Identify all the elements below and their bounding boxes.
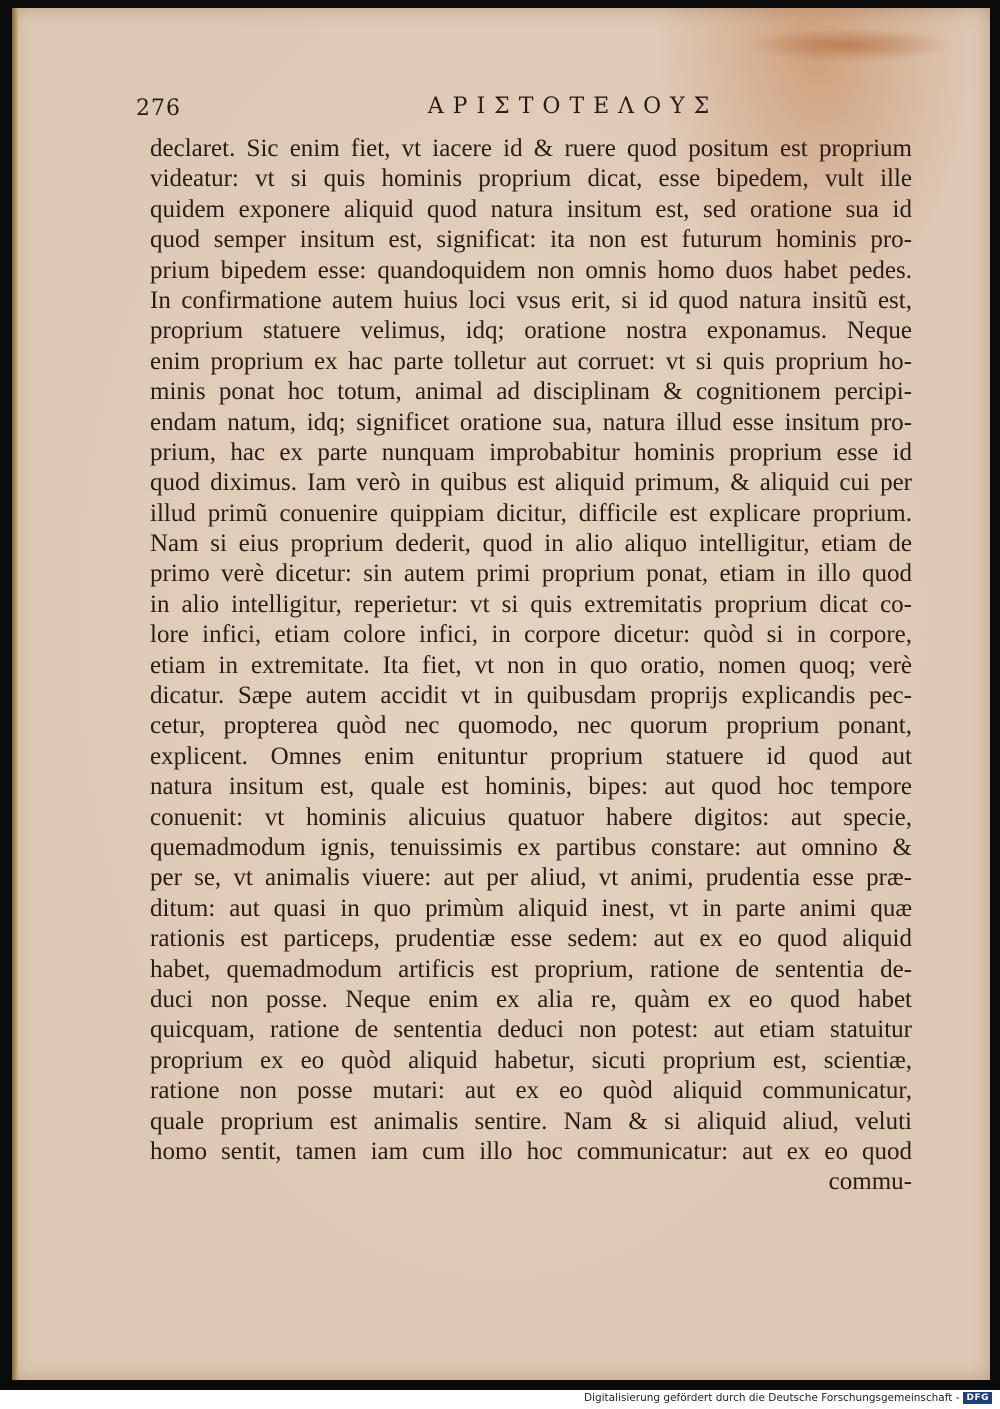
text-line: prium bipedem esse: quandoquidem non omnis homo duos habet pedes. bbox=[150, 256, 912, 284]
credit-text: Digitalisierung gefördert durch die Deutsche Forschungsgemeinschaft - bbox=[583, 1392, 960, 1404]
text-line: explicent. Omnes enim enituntur proprium statuere id quod aut bbox=[150, 742, 912, 770]
text-line: homo sentit, tamen iam cum illo hoc communicatur: aut ex eo quod bbox=[150, 1137, 912, 1165]
paper-stain bbox=[744, 28, 954, 62]
text-line: quicquam, ratione de sententia deduci non potest: aut etiam statuitur bbox=[150, 1016, 912, 1044]
dfg-logo: DFG bbox=[963, 1392, 992, 1404]
running-title: ΑΡΙΣΤΟΤΕΛΟΥΣ bbox=[427, 94, 719, 119]
body-text bbox=[150, 134, 912, 1198]
text-line: etiam in extremitate. Ita fiet, vt non in quo oratio, nomen quoq; verè bbox=[150, 651, 912, 679]
text-line: quemadmodum ignis, tenuissimis ex partibus constare: aut omnino & bbox=[150, 833, 912, 861]
text-line: habet, quemadmodum artificis est proprium, ratione de sententia de- bbox=[150, 955, 912, 983]
digitization-credit bbox=[584, 1392, 992, 1404]
text-line: quale proprium est animalis sentire. Nam & si aliquid aliud, veluti bbox=[150, 1107, 912, 1135]
text-line: quod diximus. Iam verò in quibus est aliquid primum, & aliquid cui per bbox=[150, 469, 912, 497]
text-line: conuenit: vt hominis alicuius quatuor habere digitos: aut specie, bbox=[150, 803, 912, 831]
text-line: minis ponat hoc totum, animal ad disciplinam & cognitionem percipi- bbox=[150, 378, 912, 406]
text-line: prium, hac ex parte nunquam improbabitur hominis proprium esse id bbox=[150, 438, 912, 466]
text-line: proprium ex eo quòd aliquid habetur, sicuti proprium est, scientiæ, bbox=[150, 1046, 912, 1074]
text-line: ratione non posse mutari: aut ex eo quòd aliquid communicatur, bbox=[150, 1077, 912, 1105]
text-line: cetur, propterea quòd nec quomodo, nec quorum proprium ponant, bbox=[150, 712, 912, 740]
text-line: in alio intelligitur, reperietur: vt si quis extremitatis proprium dicat co- bbox=[150, 590, 912, 618]
text-line: illud primũ conuenire quippiam dicitur, difficile est explicare proprium. bbox=[150, 499, 912, 527]
text-line: enim proprium ex hac parte tolletur aut corruet: vt si quis proprium ho- bbox=[150, 347, 912, 375]
page-number: 276 bbox=[136, 96, 181, 121]
text-line: ditum: aut quasi in quo primùm aliquid inest, vt in parte animi quæ bbox=[150, 894, 912, 922]
text-line: In confirmatione autem huius loci vsus erit, si id quod natura insitũ est, bbox=[150, 286, 912, 314]
text-line: dicatur. Sæpe autem accidit vt in quibusdam proprijs explicandis pec- bbox=[150, 682, 912, 710]
text-line: declaret. Sic enim fiet, vt iacere id & ruere quod positum est proprium bbox=[150, 135, 912, 162]
text-line: lore infici, etiam colore infici, in corpore dicetur: quòd si in corpore, bbox=[150, 621, 912, 649]
text-line: duci non posse. Neque enim ex alia re, quàm ex eo quod habet bbox=[150, 985, 912, 1013]
text-line: primo verè dicetur: sin autem primi proprium ponat, etiam in illo quod bbox=[150, 560, 912, 588]
running-head bbox=[136, 96, 910, 126]
text-line: rationis est particeps, prudentiæ esse sedem: aut ex eo quod aliquid bbox=[150, 925, 912, 953]
text-line: Nam si eius proprium dederit, quod in alio aliquo intelligitur, etiam de bbox=[150, 530, 912, 558]
text-line: per se, vt animalis viuere: aut per aliud, vt animi, prudentia esse præ- bbox=[150, 864, 912, 892]
text-line: natura insitum est, quale est hominis, bipes: aut quod hoc tempore bbox=[150, 773, 912, 801]
text-line: videatur: vt si quis hominis proprium dicat, esse bipedem, vult ille bbox=[150, 165, 912, 193]
text-line: endam natum, idq; significet oratione sua, natura illud esse insitum pro- bbox=[150, 408, 912, 436]
text-line: proprium statuere velimus, idq; oratione nostra exponamus. Neque bbox=[150, 317, 912, 345]
text-line: quidem exponere aliquid quod natura insitum est, sed oratione sua id bbox=[150, 195, 912, 223]
catchword: commu- bbox=[828, 1168, 912, 1196]
text-line: quod semper insitum est, significat: ita non est futurum hominis pro- bbox=[150, 226, 912, 254]
